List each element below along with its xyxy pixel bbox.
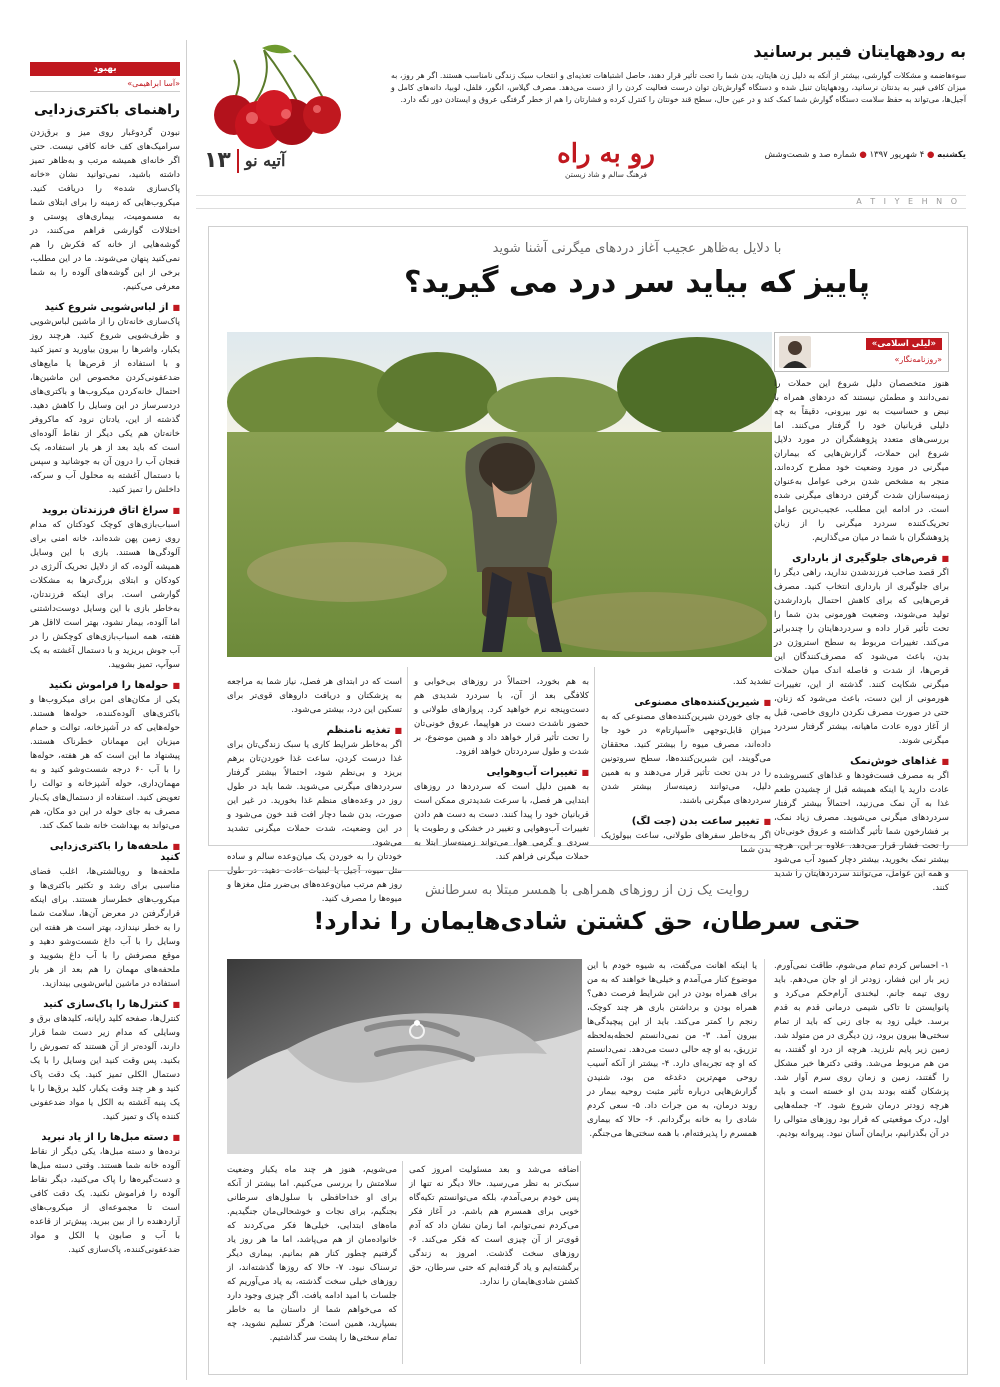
sidebar-item-text: ملحفه‌ها و روبالشتی‌ها، اغلب فضای مناسبی برای رشد و تکثیر باکتری‌ها و میکروب‌های خطرساز هستند. برای اینکه قرارگرفتن در معرض آن‌ها، سلامت شما را به خطر نیندازد، بهتر است هر هفته این وسایل را با آب داغ شست‌وشو دهید و موقع مصرفش را با آب داغ بشویید و ملحفه‌های مهمان را هم بعد از هر بار استفاده در ماشین لباس‌شویی بیندازید. xyxy=(30,867,180,989)
main-col-b xyxy=(414,675,589,862)
sidebar-title: راهنمای باکتری‌زدایی xyxy=(33,102,180,118)
paper-name: آتیه نو xyxy=(244,151,286,170)
section-title: ■ شیرین‌کننده‌های مصنوعی xyxy=(601,697,771,708)
sidebar-items xyxy=(30,302,180,1257)
page-number-divider xyxy=(237,149,239,173)
second-kicker: روایت یک زن از روزهای همراهی با همسر مبتلا به سرطانش xyxy=(425,883,749,898)
second-headline: حتی سرطان، حق کشتن شادی‌هایمان را ندارد! xyxy=(313,907,861,935)
second-col-3: اضافه می‌شد و بعد مسئولیت امروز کمی سبک‌تر به نظر می‌رسید. حالا دیگر نه تنها از پس خودم برمی‌آمدم، بلکه می‌توانستم تکیه‌گاه خوبی برای همسرم هم باشم. در آغاز فکر می‌کردم نمی‌توانم، اما زمان نشان داد که آدم قوی‌تر از آن چیزی است که فکر می‌کند. ۶- روزهای سخت گذشت. امروز به زندگی برگشته‌ایم و یاد گرفته‌ایم که حتی سرطان، حق کشتن شادی‌هایمان را ندارد. xyxy=(409,1165,579,1287)
section-title: ■ قرص‌های جلوگیری از بارداری xyxy=(774,553,949,564)
sidebar-section-label: بهبود xyxy=(30,62,180,76)
migraine-photo xyxy=(227,332,772,657)
bullet-icon: ● xyxy=(926,150,935,160)
second-col-1: ۱- احساس کردم تمام می‌شوم، طاقت نمی‌آورم. زیر بار این فشار، زودتر از او جان می‌دهم. باید روی تیمه جانم. لبخندی آرام‌حکم می‌کرد و پانوایستن تا تاکی شیمی درمانی قدم به قدم برسد. خیلی زود به جای زنی که باید از تمام سختی‌ها بیرون برود، زن دیگری در من متولد شد. زمین زیر پایم نلرزید. هرچه از درد او گفتند، به من هم مربوط می‌شد. وقتی دکترها خبر مشکل را گفتند، زمین و زمان روی سرم آوار شد. پزشکان گفته بودند بدن او خسته است و باید هرچه زودتر درمان شروع شود. ۲- جمله‌هایی اول، درک موقعیتی که قرار بود روزهای متوالی را در آن بگذرانیم، برایمان آسان نبود. پیروانه بودیم. xyxy=(774,961,949,1139)
main-right-column xyxy=(774,377,949,893)
main-intro: هنوز متخصصان دلیل شروع این حملات را نمی‌دانند و مطمئن نیستند که دردهای همراه با نبض و حساسیت به نور بیرونی، دقیقاً به چه دلیلی قربانیان خود را گرفتار می‌کنند. اما بررسی‌های متعدد پژوهشگران در مورد دلایل شروع این حملات، گزارش‌هایی که بیماران میگرنی در مورد وضعیت خود مطرح کرده‌اند، منجر به مشخص شدن برخی عوامل به‌عنوان زمینه‌سازان شدت گرفتن دردهای میگرنی شده است. در ادامه این مطلب، عجیب‌ترین عوامل تحریک‌کننده سردرد میگرنی را از زبان پژوهشگران با شما در میان می‌گذاریم. xyxy=(774,379,949,543)
main-col-c xyxy=(227,675,402,904)
section-logo xyxy=(546,138,666,179)
col-continuation: به هم بخورد، احتمالاً در روزهای بی‌خوابی و کلافگی بعد از آن، با سردرد شدیدی هم دست‌وپنجه نرم خواهید کرد. پروازهای طولانی و حضور ناشدت دست در هواپیما، عروق خونی‌تان را تحت تأثیر قرار خواهد داد و همین موضوع، بر شدت و طول سردردتان خواهد افزود. xyxy=(414,677,589,757)
col-continuation: تشدید کند. xyxy=(732,677,771,687)
sidebar-item-text: یکی از مکان‌های امن برای میکروب‌ها و باکتری‌های آلوده‌کننده، حوله‌ها هستند. حوله‌هایی که در آشپزخانه، توالت و حمام میزبان این مهمانان خطرناک هستند. پیشنهاد ما این است که هر هفته، حوله‌ها را با آب ۶۰ درجه شست‌وشو کنید و به مهمان‌داری، حوله آشپزخانه و توالت را تعویض کنید. استفاده از دستمال‌های یک‌بار مصرف به جای حوله در این دو مکان، هم می‌تواند به بهداشت خانه شما کمک کند. xyxy=(30,695,180,831)
page-number: ۱۳ xyxy=(204,148,231,173)
date-issue-line xyxy=(765,150,966,160)
sidebar-author: «آسا ابراهیمی» xyxy=(30,79,180,92)
column-divider xyxy=(580,1161,581,1364)
sidebar-intro: نبودن گردوغبار روی میز و برق‌زدن سرامیک‌های کف خانه کافی نیست. حتی اگر خانه‌ای همیشه مرتب و به‌ظاهر تمیز داشته باشید، نمی‌توانید نشان «خانه پاک‌سازی شده» را دریافت کنید. میکروب‌هایی که زمینه را برای ابتلای شما به مسمومیت، بیماری‌های پوستی و اختلالات گوارشی فراهم می‌کنند، در گوشه‌هایی از خانه که فکرش را هم نمی‌کنید پنهان می‌شوند. ما در این مطلب، برخی از این گوشه‌های آلوده را به شما معرفی می‌کنیم. xyxy=(30,128,180,292)
sidebar-item-title: ■ حوله‌ها را فراموش نکنید xyxy=(30,680,180,691)
top-teaser-title: به رودههایتان فیبر برسانید xyxy=(753,42,966,61)
sidebar-item-title: ■ کنترل‌ها را پاک‌سازی کنید xyxy=(30,999,180,1010)
main-kicker: با دلایل به‌ظاهر عجیب آغاز دردهای میگرنی آشنا شوید xyxy=(492,241,782,256)
column-divider xyxy=(402,1161,403,1364)
second-col-4: می‌شویم، هنوز هر چند ماه یکبار وضعیت سلامتش را بررسی می‌کنیم. اما بیشتر از آنکه برای او خداحافظی با سلول‌های سرطانی بجنگیم، برای نجات و خوشحالی‌مان جنگیدیم. ماه‌های ابتدایی، خیلی‌ها فکر می‌کردند که خانواده‌مان از هم می‌پاشد، اما ما هر روز یاد گرفتیم چطور کنار هم بمانیم. بیماری دیگر ترسناک نبود. ۷- حالا که روزها گذشته‌اند، از روزهای خیلی سخت گذشته، به یاد می‌آوریم که جلسات با امید ادامه یافت. اگر چیزی وجود دارد که می‌خواهم شما از داستان ما به خاطر بسپارید، همین است: هرگز تسلیم نشوید، چه تمام سختی‌ها را پشت سر گذاشتیم. xyxy=(227,1165,398,1343)
bullet-icon: ● xyxy=(859,150,867,160)
column-divider xyxy=(594,667,595,837)
logo-text: رو به راه xyxy=(557,139,655,169)
section-text: اگر قصد صاحب فرزندشدن ندارید، راهی دیگر را برای جلوگیری از بارداری انتخاب کنید. مصرف قرص‌هایی که برای کاهش احتمال باردارشدن تولید می‌شوند، وضعیت هورمونی بدن شما را تحت تأثیر قرار داده و سردردهایتان را چندبرابر می‌کند. تغییرات مربوط به سطح استروژن در بدن، باعث می‌شود که مصرف‌کنندگان این قرص‌ها، از شدت و فاصله اندک میان حملات میگرنی شکایت کنند. گذشته از این، تغییرات هورمونی از این دست، باعث می‌شود که زنان، حتی در صورت مصرف نکردن داروی خاصی، قبل از آغاز دوره عادت ماهیانه، بیشتر گرفتار سردرد میگرنی شوند. xyxy=(774,568,949,746)
ring-hands-photo xyxy=(227,959,582,1154)
sidebar-item-text: اسباب‌بازی‌های کوچک کودکتان که مدام روی زمین پهن شده‌اند، خانه امنی برای آلودگی‌ها هستند. بازی با این وسایل همیشه آلوده، که از دلایل تحریک آلرژی در کودکان و ابتلای بزرگ‌ترها به مشکلات گوارشی است. برای اینکه فرزندتان، به‌خاطر بازی با این وسایل دوست‌داشتنی اما آلوده، بیمار نشود، بهتر است لااقل هر هفته، همه اسباب‌بازی‌های کوچکش را در آب جوش بریزید و با دستمال آغشته به یک سوآپ، تمیز بشویید. xyxy=(30,520,180,670)
column-divider xyxy=(764,959,765,1364)
sidebar-item-title: ■ سراغ اتاق فرزندتان بروید xyxy=(30,505,180,516)
section-text: اگر به مصرف فست‌فودها و غذاهای کنسروشده عادت دارید یا اینکه همیشه قبل از چشیدن طعم غذا به آن نمک می‌زنید، احتمالاً بیشتر گرفتار سردردهای میگرنی می‌شوید. مصرف زیاد نمک، بر فشارخون شما تأثیر گذاشته و عروق خونی‌تان را تحت فشار قرار می‌دهد. علاوه بر این، هرچه بیشتر نمک بخورید، بیشتر دچار کمبود آب می‌شود و همه این عوامل، می‌توانند سردردهایتان را شدید کنند. xyxy=(774,771,949,893)
author-name: «لیلی اسلامی» xyxy=(866,338,942,350)
col-continuation: خودتان را به خوردن یک میان‌وعده سالم و ساده مثل میوه، آجیل یا لبنیات عادت دهید. در طول روز هم مرتب میان‌وعده‌های بی‌ضرر مثل مغزها و میوه‌ها را مصرف کنید. xyxy=(227,852,402,904)
sidebar-item-text: نرده‌ها و دسته مبل‌ها، یکی دیگر از نقاط آلوده خانه شما هستند. وقتی دسته مبل‌ها و دست‌گیره‌ها را پاک می‌کنید، دیگر نقاط آلوده را فراموش نکنید. یک دقت کافی است تا مجموعه‌ای از میکروب‌های آزاردهنده را از بین ببرید. پیش‌تر از قاعده با آب و صابون یا الکل و مواد ضدعفونی‌کننده، پاک‌سازی کنید. xyxy=(30,1147,180,1255)
header xyxy=(196,30,966,240)
section-title: ■ تغییرات آب‌وهوایی xyxy=(414,767,589,778)
section-text: به جای خوردن شیرین‌کننده‌های مصنوعی که به میزان قابل‌توجهی «آسپارتام» در خود جا داده‌اند، مصرف میوه را بیشتر کنید. محققان می‌گویند، این شیرین‌کننده‌ها، سطح سروتونین را در بدن تحت تأثیر قرار می‌دهند و به همین دلیل، می‌توانند زمینه‌ساز بیشتر شدن سردردهای میگرنی باشند. xyxy=(601,712,771,806)
second-col-2: یا اینکه اهانت می‌گفت، به شیوه خودم با این موضوع کنار می‌آمدم و خیلی‌ها خواهند که به من برای همراه بودن در این شرایط فرصت دهی؟ همراه بودن و برداشتن باری هر چند کوچک، رنجم را کمتر می‌کند. باید از این پیچیدگی‌ها بیرون آمد. ۳- من نمی‌دانستم لحظه‌به‌لحظه تزریق، به او چه حالی دست می‌دهد. نمی‌دانستم که او چه تجربه‌ای دارد. ۴- بیشتر از آنکه آسیب روحی مهم‌ترین دغدغه من بود، شنیدن گزارش‌هایی درباره تأثیر مثبت روحیه بیمار در روند درمان، به من جرات داد. ۵- سعی کردم شادی را به خانه برگردانم. ۶- حالا که بیماری همسرم را پذیرفته‌ام، با همه سختی‌ها می‌جنگم. xyxy=(587,961,758,1139)
latin-strip-text: A T I Y E H N O xyxy=(856,197,960,206)
author-box xyxy=(774,332,949,372)
sidebar-item-title: ■ از لباس‌شویی شروع کنید xyxy=(30,302,180,313)
date-value: ۴ شهریور ۱۳۹۷ xyxy=(869,150,925,160)
section-title: ■ تغییر ساعت بدن (جت لگ) xyxy=(601,816,771,827)
sidebar-divider xyxy=(186,40,187,1380)
column-divider xyxy=(407,667,408,837)
sidebar-item-title: ■ ملحفه‌ها را باکتری‌زدایی کنید xyxy=(30,841,180,863)
cherries-icon xyxy=(204,40,354,160)
sidebar-item-text: پاک‌سازی خانه‌تان را از ماشین لباس‌شویی و ظرف‌شویی شروع کنید. هرچند روز یکبار، واشرها را بیرون بیاورید و تمیز کنید و با استفاده از قرص‌ها یا مایع‌های ضدعفونی‌کردن مخصوص این ماشین‌ها، احتمال خانه‌کردن میکروب‌ها و باکتری‌های دردسرساز در این وسایل را کاهش دهید. گذشته از این، یادتان نرود که ماکروفر خانه‌تان هم یکی دیگر از نقاط آلوده‌ای است که باید بعد از هر بار استفاده، یک فنجان آب را درون آن به جوشانید و سپس با دستمال آغشته به محلول آب و سرکه، داخلش را تمیز کنید. xyxy=(30,317,180,495)
issue-line: شماره صد و شصت‌وشش xyxy=(764,150,857,160)
top-teaser-text: سوءهاضمه و مشکلات گوارشی، بیشتر از آنکه به دلیل زن هایتان، بدن شما را تحت تأثیر قرار دهند، حاصل اشتباهات تغذیه‌ای و انتخاب سبک زندگی نامناسب هستند. اگر هر روز، به میزان کافی فیبر به بدنتان نرسانید، رودههایتان تنبل شده و دستگاه گوارش‌تان توان درست فعالیت کردن را از دست می‌دهد. مصرف گیلاس، انگور، فلفل، لوبیا، دانه‌های کامل و آجیل‌ها، می‌تواند به حفظ سلامت دستگاه گوارش شما کمک کند و در عین حال، سطح قند خونتان را کنترل کرده و فشارتان را هم از خطر گرفتگی عروق و ایستادن دور نگه دارد. xyxy=(391,71,966,104)
section-title: ■ تغذیه نامنظم xyxy=(227,725,402,736)
sidebar-item-text: کنترل‌ها، صفحه کلید رایانه، کلیدهای برق و وسایلی که مدام زیر دست شما قرار دارند، آلوده‌تر از آن هستند که تصورش را بکنید. پس وقت کنید این وسایل را با یک دستمال الکلی تمیز کنید. یک دقت پاک کنید و هر چند وقت یکبار، کلید برق‌ها را با یک پنبه آغشته به الکل یا مواد ضدعفونی کننده پاک و تمیز کنید. xyxy=(30,1014,180,1122)
second-article xyxy=(208,870,968,1375)
sidebar-item-title: ■ دسته مبل‌ها را از یاد نبرید xyxy=(30,1132,180,1143)
section-text: اگر به‌خاطر سفرهای طولانی، ساعت بیولوژیک بدن شما xyxy=(601,831,771,855)
paper-name-block xyxy=(204,148,304,173)
author-avatar xyxy=(779,336,811,368)
main-headline: پاییز که بیاید سر درد می گیرید؟ xyxy=(404,265,870,300)
date-day: یکشنبه xyxy=(937,150,966,160)
main-col-a xyxy=(601,675,771,855)
section-title: ■ غذاهای خوش‌نمک xyxy=(774,756,949,767)
section-text: به همین دلیل است که سردردها در روزهای ابتدایی هر فصل، با سرعت شدیدتری ممکن است قربانیان خود را پیدا کنند. دست به دست هم دادن تغییرات آب‌وهوایی و تغییر در خشکی و رطوبت یا سردی و گرمی هوا، می‌تواند زمینه‌ساز ابتلا به حملات میگرنی فراهم کند. xyxy=(414,782,589,862)
author-role: «روزنامه‌نگار» xyxy=(894,355,942,364)
latin-strip xyxy=(196,195,966,209)
section-text: اگر به‌خاطر شرایط کاری یا سبک زندگی‌تان برای غذا درست کردن، ساعت غذا خوردن‌تان برهم بریزد و بی‌نظم شود، احتمالاً بیشتر گرفتار سردردهای میگرنی می‌شوید. شما باید در طول روز در وعده‌های منظم غذا بخورید. در غیر این صورت، بدن شما دچار افت قند خون می‌شود و در این وضعیت، شدت حملات میگرنی تشدید می‌شود. xyxy=(227,740,402,848)
col-continuation: است که در ابتدای هر فصل، نیاز شما به مراجعه به پزشکتان و دریافت داروهای قوی‌تر برای تسکین این درد، بیشتر می‌شود. xyxy=(227,677,402,715)
sidebar xyxy=(30,62,180,1382)
logo-subtitle: فرهنگ سالم و شاد زیستن xyxy=(565,170,647,179)
